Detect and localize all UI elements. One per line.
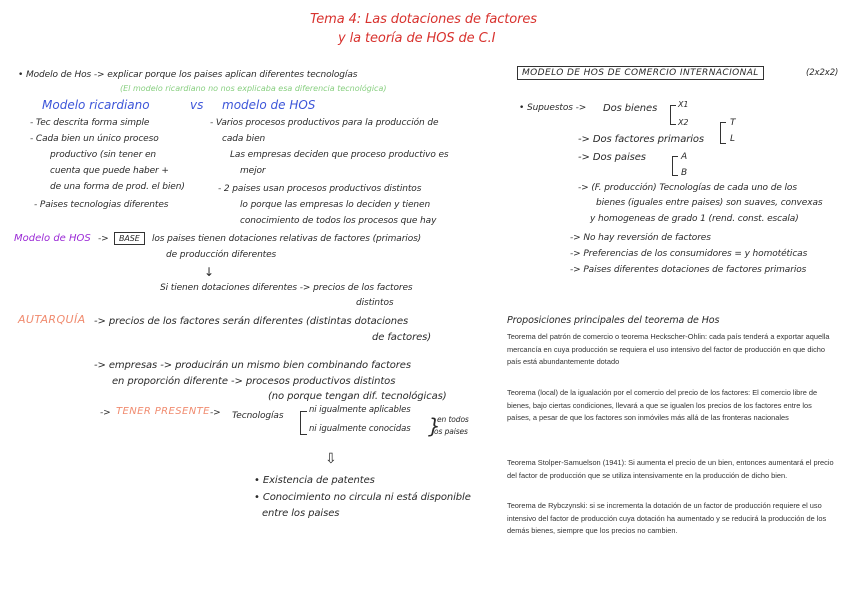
theorem-1: Teorema del patrón de comercio o teorema Heckscher-Ohlin: cada país tenderá a exportar aquella mercancía en cuya producción se requiera el uso intensivo del factor de producción en que dicho país está abundantemente dotado: [507, 332, 830, 367]
page-title-line1: Tema 4: Las dotaciones de factores: [310, 12, 537, 27]
empresas-text-2: en proporción diferente -> procesos productivos distintos: [112, 376, 396, 387]
paises-line: -> Dos paises: [578, 152, 646, 163]
tec-option: ni igualmente aplicables: [309, 405, 411, 415]
diff-text: Si tienen dotaciones diferentes -> precios de los factores: [160, 283, 413, 293]
hos-title: modelo de HOS: [222, 98, 316, 112]
dotaciones-line: -> Paises diferentes dotaciones de factores primarios: [570, 265, 807, 275]
tecnologias-brace: [300, 411, 307, 435]
bullet-item: entre los paises: [262, 508, 340, 519]
hos-point: Las empresas deciden que proceso productivo es: [230, 150, 449, 160]
hos-point: - Varios procesos productivos para la producción de: [210, 118, 439, 128]
dos-bienes: Dos bienes: [603, 103, 658, 114]
bullet-item: • Conocimiento no circula ni está disponible: [254, 492, 471, 503]
l-label: L: [730, 134, 735, 144]
vs-label: vs: [190, 98, 204, 112]
proposiciones-title: Proposiciones principales del teorema de Hos: [507, 315, 720, 326]
autarquia-text-2: de factores): [372, 332, 432, 343]
b-label: B: [681, 168, 688, 178]
reversion-line: -> No hay reversión de factores: [570, 233, 711, 243]
base-text: los paises tienen dotaciones relativas de factores (primarios): [152, 234, 422, 244]
ricardiano-point: - Tec descrita forma simple: [30, 118, 150, 128]
a-label: A: [681, 152, 688, 162]
arrow-down-icon: ⇩: [325, 451, 337, 467]
autarquia-text: -> precios de los factores serán diferentes (distintas dotaciones: [94, 316, 409, 327]
supuestos-label: • Supuestos ->: [519, 103, 587, 113]
fprod-line: y homogeneas de grado 1 (rend. const. escala): [590, 214, 799, 224]
en-todos-label: en todos: [437, 415, 469, 424]
ricardiano-point: - Paises tecnologias diferentes: [34, 200, 169, 210]
empresas-text-3: (no porque tengan dif. tecnológicas): [268, 391, 447, 402]
ricardiano-point: - Cada bien un único proceso: [30, 134, 159, 144]
base-text-2: de producción diferentes: [166, 250, 277, 260]
ricardiano-title: Modelo ricardiano: [42, 98, 150, 112]
brace-icon: }: [428, 414, 441, 438]
ricardiano-point: de una forma de prod. el bien): [50, 182, 185, 192]
theorem-2: Teorema (local) de la igualación por el comercio del precio de los factores: El comercio libre de bienes, bajo ciertas condiciones, llevará a que se igualen los precios de los factores entre los países, a pesar de que los factores son inmóviles más allá de las fronteras nacionales: [507, 388, 818, 423]
base-label: BASE: [114, 232, 145, 245]
intro-text: • Modelo de Hos -> explicar porque los paises aplican diferentes tecnologías: [18, 70, 358, 80]
theorem-4: Teorema de Rybczynski: si se incrementa la dotación de un factor de producción requiere el uso intensivo del factor de producción cuya dotación ha aumentado y se reducirá la producción de los demás bienes, siempre que los precios no cambien.: [507, 501, 827, 536]
autarquia-label: AUTARQUÍA: [18, 313, 86, 326]
fprod-line: -> (F. producción) Tecnologías de cada uno de los: [578, 183, 797, 193]
empresas-text: -> empresas -> producirán un mismo bien combinando factores: [94, 360, 411, 371]
ricardiano-point: cuenta que puede haber +: [50, 166, 169, 176]
x1-label: X1: [678, 100, 689, 109]
hos-point: lo porque las empresas lo deciden y tienen: [240, 200, 431, 210]
hos-point: mejor: [240, 166, 266, 176]
preferencias-line: -> Preferencias de los consumidores = y homotéticas: [570, 249, 808, 259]
modelo-hos-label: Modelo de HOS: [14, 233, 91, 244]
los-paises-label: los paises: [432, 427, 468, 436]
box-title: MODELO DE HOS DE COMERCIO INTERNACIONAL: [517, 66, 764, 80]
t-label: T: [730, 118, 736, 128]
x2-label: X2: [678, 118, 689, 127]
hos-point: - 2 paises usan procesos productivos distintos: [218, 184, 422, 194]
tecnologias-label: Tecnologías: [232, 411, 284, 421]
page-title-line2: y la teoría de HOS de C.I: [338, 31, 496, 46]
theorem-3: Teorema Stolper-Samuelson (1941): Si aumenta el precio de un bien, entonces aumentará el precio del factor de producción que se utiliza intensivamente en la producción de dicho bien.: [507, 458, 834, 480]
arrow-down-icon: ↓: [204, 265, 215, 279]
intro-note: (El modelo ricardiano no nos explicaba esa diferencia tecnológica): [120, 84, 387, 93]
factores-line: -> Dos factores primarios: [578, 134, 705, 145]
hos-point: cada bien: [222, 134, 266, 144]
ricardiano-point: productivo (sin tener en: [50, 150, 156, 160]
diff-text-2: distintos: [356, 298, 394, 308]
tec-option: ni igualmente conocidas: [309, 424, 411, 434]
hos-point: conocimiento de todos los procesos que hay: [240, 216, 437, 226]
box-dims: (2x2x2): [806, 68, 839, 78]
bullet-item: • Existencia de patentes: [254, 475, 375, 486]
tener-presente-label: TENER PRESENTE: [116, 406, 210, 417]
fprod-line: bienes (iguales entre paises) son suaves, convexas: [596, 198, 823, 208]
